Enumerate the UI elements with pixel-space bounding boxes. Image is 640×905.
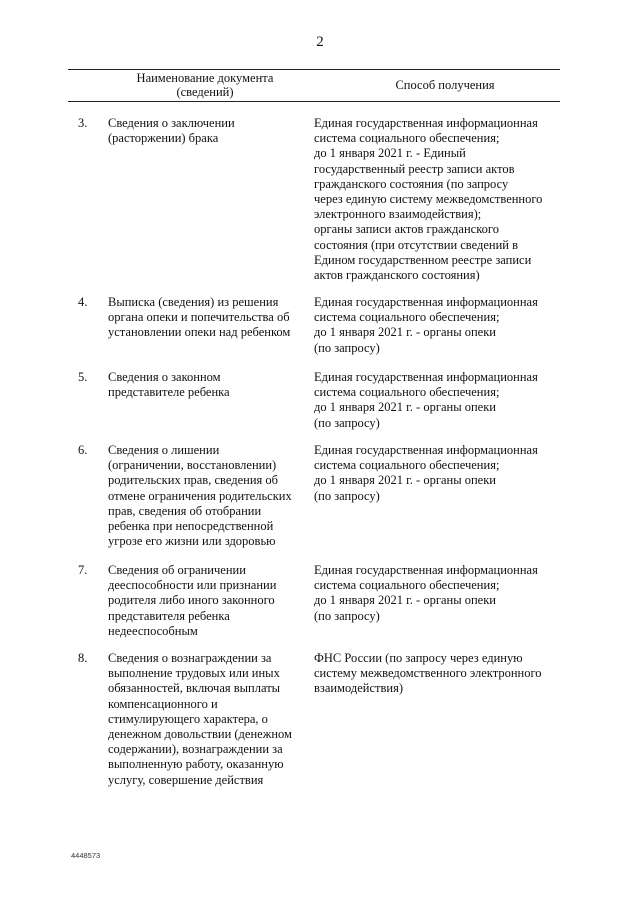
document-name-line: Выписка (сведения) из решения [108,295,279,309]
method-cell [314,370,564,431]
row-number: 4. [78,295,88,309]
document-name-line: отмене ограничения родительских [108,488,292,503]
document-name-line: недееспособным [108,623,198,638]
method-line: взаимодействия) [314,681,403,696]
row-number: 6. [78,443,88,457]
method-line: Единая государственная информационная [314,295,538,309]
method-line: (по запросу) [314,415,380,430]
method-line: электронного взаимодействия); [314,207,482,222]
method-line: (по запросу) [314,340,380,355]
method-line: до 1 января 2021 г. - органы опеки [314,325,496,340]
document-name-cell [108,563,306,639]
document-name-line: услугу, совершение действия [108,772,264,787]
document-name-line: (ограничении, восстановлении) [108,458,277,473]
row-number: 5. [78,370,88,384]
document-name-line: установлении опеки над ребенком [108,325,291,340]
document-name-line: Сведения о заключении [108,116,235,130]
method-line: Едином государственном реестре записи [314,252,532,267]
method-line: через единую систему межведомственного [314,192,543,207]
document-name-line: родительских прав, сведения об [108,473,278,488]
method-line: систему межведомственного электронного [314,666,542,681]
document-name-line: выполнение трудовых или иных [108,666,280,681]
document-name-line: представителя ребенка [108,608,230,623]
document-code: 4448573 [71,851,101,860]
document-name-line: обязанностей, включая выплаты [108,681,281,696]
method-line: до 1 января 2021 г. - органы опеки [314,473,496,488]
method-line: Единая государственная информационная [314,443,538,457]
document-name-line: выполненную работу, оказанную [108,757,284,772]
document-name-cell [108,651,306,788]
document-name-line: угрозе его жизни или здоровью [108,534,276,549]
document-name-cell [108,443,306,549]
document-name-line: органа опеки и попечительства об [108,310,290,325]
document-name-line: стимулирующего характера, о [108,711,268,726]
document-name-cell [108,116,306,146]
method-line: гражданского состояния (по запросу [314,176,509,191]
document-name-line: содержании), вознаграждении за [108,742,283,757]
document-name-line: (расторжении) брака [108,131,219,146]
method-line: актов гражданского состояния) [314,268,480,283]
method-cell [314,651,564,697]
method-line: Единая государственная информационная [314,116,538,130]
method-line: Единая государственная информационная [314,563,538,577]
method-line: система социального обеспечения; [314,458,500,473]
method-line: до 1 января 2021 г. - Единый [314,146,466,161]
method-line: органы записи актов гражданского [314,222,499,237]
method-line: до 1 января 2021 г. - органы опеки [314,400,496,415]
method-cell [314,563,564,624]
method-cell [314,443,564,504]
page-number: 2 [316,34,324,50]
column-header-method: Способ получения [395,78,495,92]
method-line: система социального обеспечения; [314,385,500,400]
column-header-name-line: Наименование документа [136,71,274,85]
document-name-line: Сведения о лишении [108,443,220,457]
method-line: до 1 января 2021 г. - органы опеки [314,593,496,608]
document-name-cell [108,370,306,400]
row-number: 3. [78,116,88,130]
method-line: (по запросу) [314,608,380,623]
method-line: государственный реестр записи актов [314,161,515,176]
method-cell [314,295,564,356]
method-line: система социального обеспечения; [314,131,500,146]
document-name-line: прав, сведения об отобрании [108,503,262,518]
method-line: Единая государственная информационная [314,370,538,384]
method-cell [314,116,564,283]
row-number: 7. [78,563,88,577]
document-name-line: родителя либо иного законного [108,593,275,608]
document-name-line: Сведения о вознаграждении за [108,651,272,665]
method-line: система социального обеспечения; [314,578,500,593]
document-name-line: компенсационного и [108,696,218,711]
document-name-line: дееспособности или признании [108,578,277,593]
document-name-line: денежном довольствии (денежном [108,727,292,742]
method-line: система социального обеспечения; [314,310,500,325]
document-name-line: Сведения об ограничении [108,563,246,577]
table-top-rule [68,69,560,70]
document-name-line: представителе ребенка [108,385,230,400]
method-line: ФНС России (по запросу через единую [314,651,523,665]
method-line: состояния (при отсутствии сведений в [314,237,519,252]
table-header-rule [68,101,560,102]
document-name-line: Сведения о законном [108,370,221,384]
column-header-document-name [100,71,310,99]
row-number: 8. [78,651,88,665]
document-name-line: ребенка при непосредственной [108,519,274,534]
column-header-name-line: (сведений) [176,85,234,99]
method-line: (по запросу) [314,488,380,503]
document-name-cell [108,295,306,341]
